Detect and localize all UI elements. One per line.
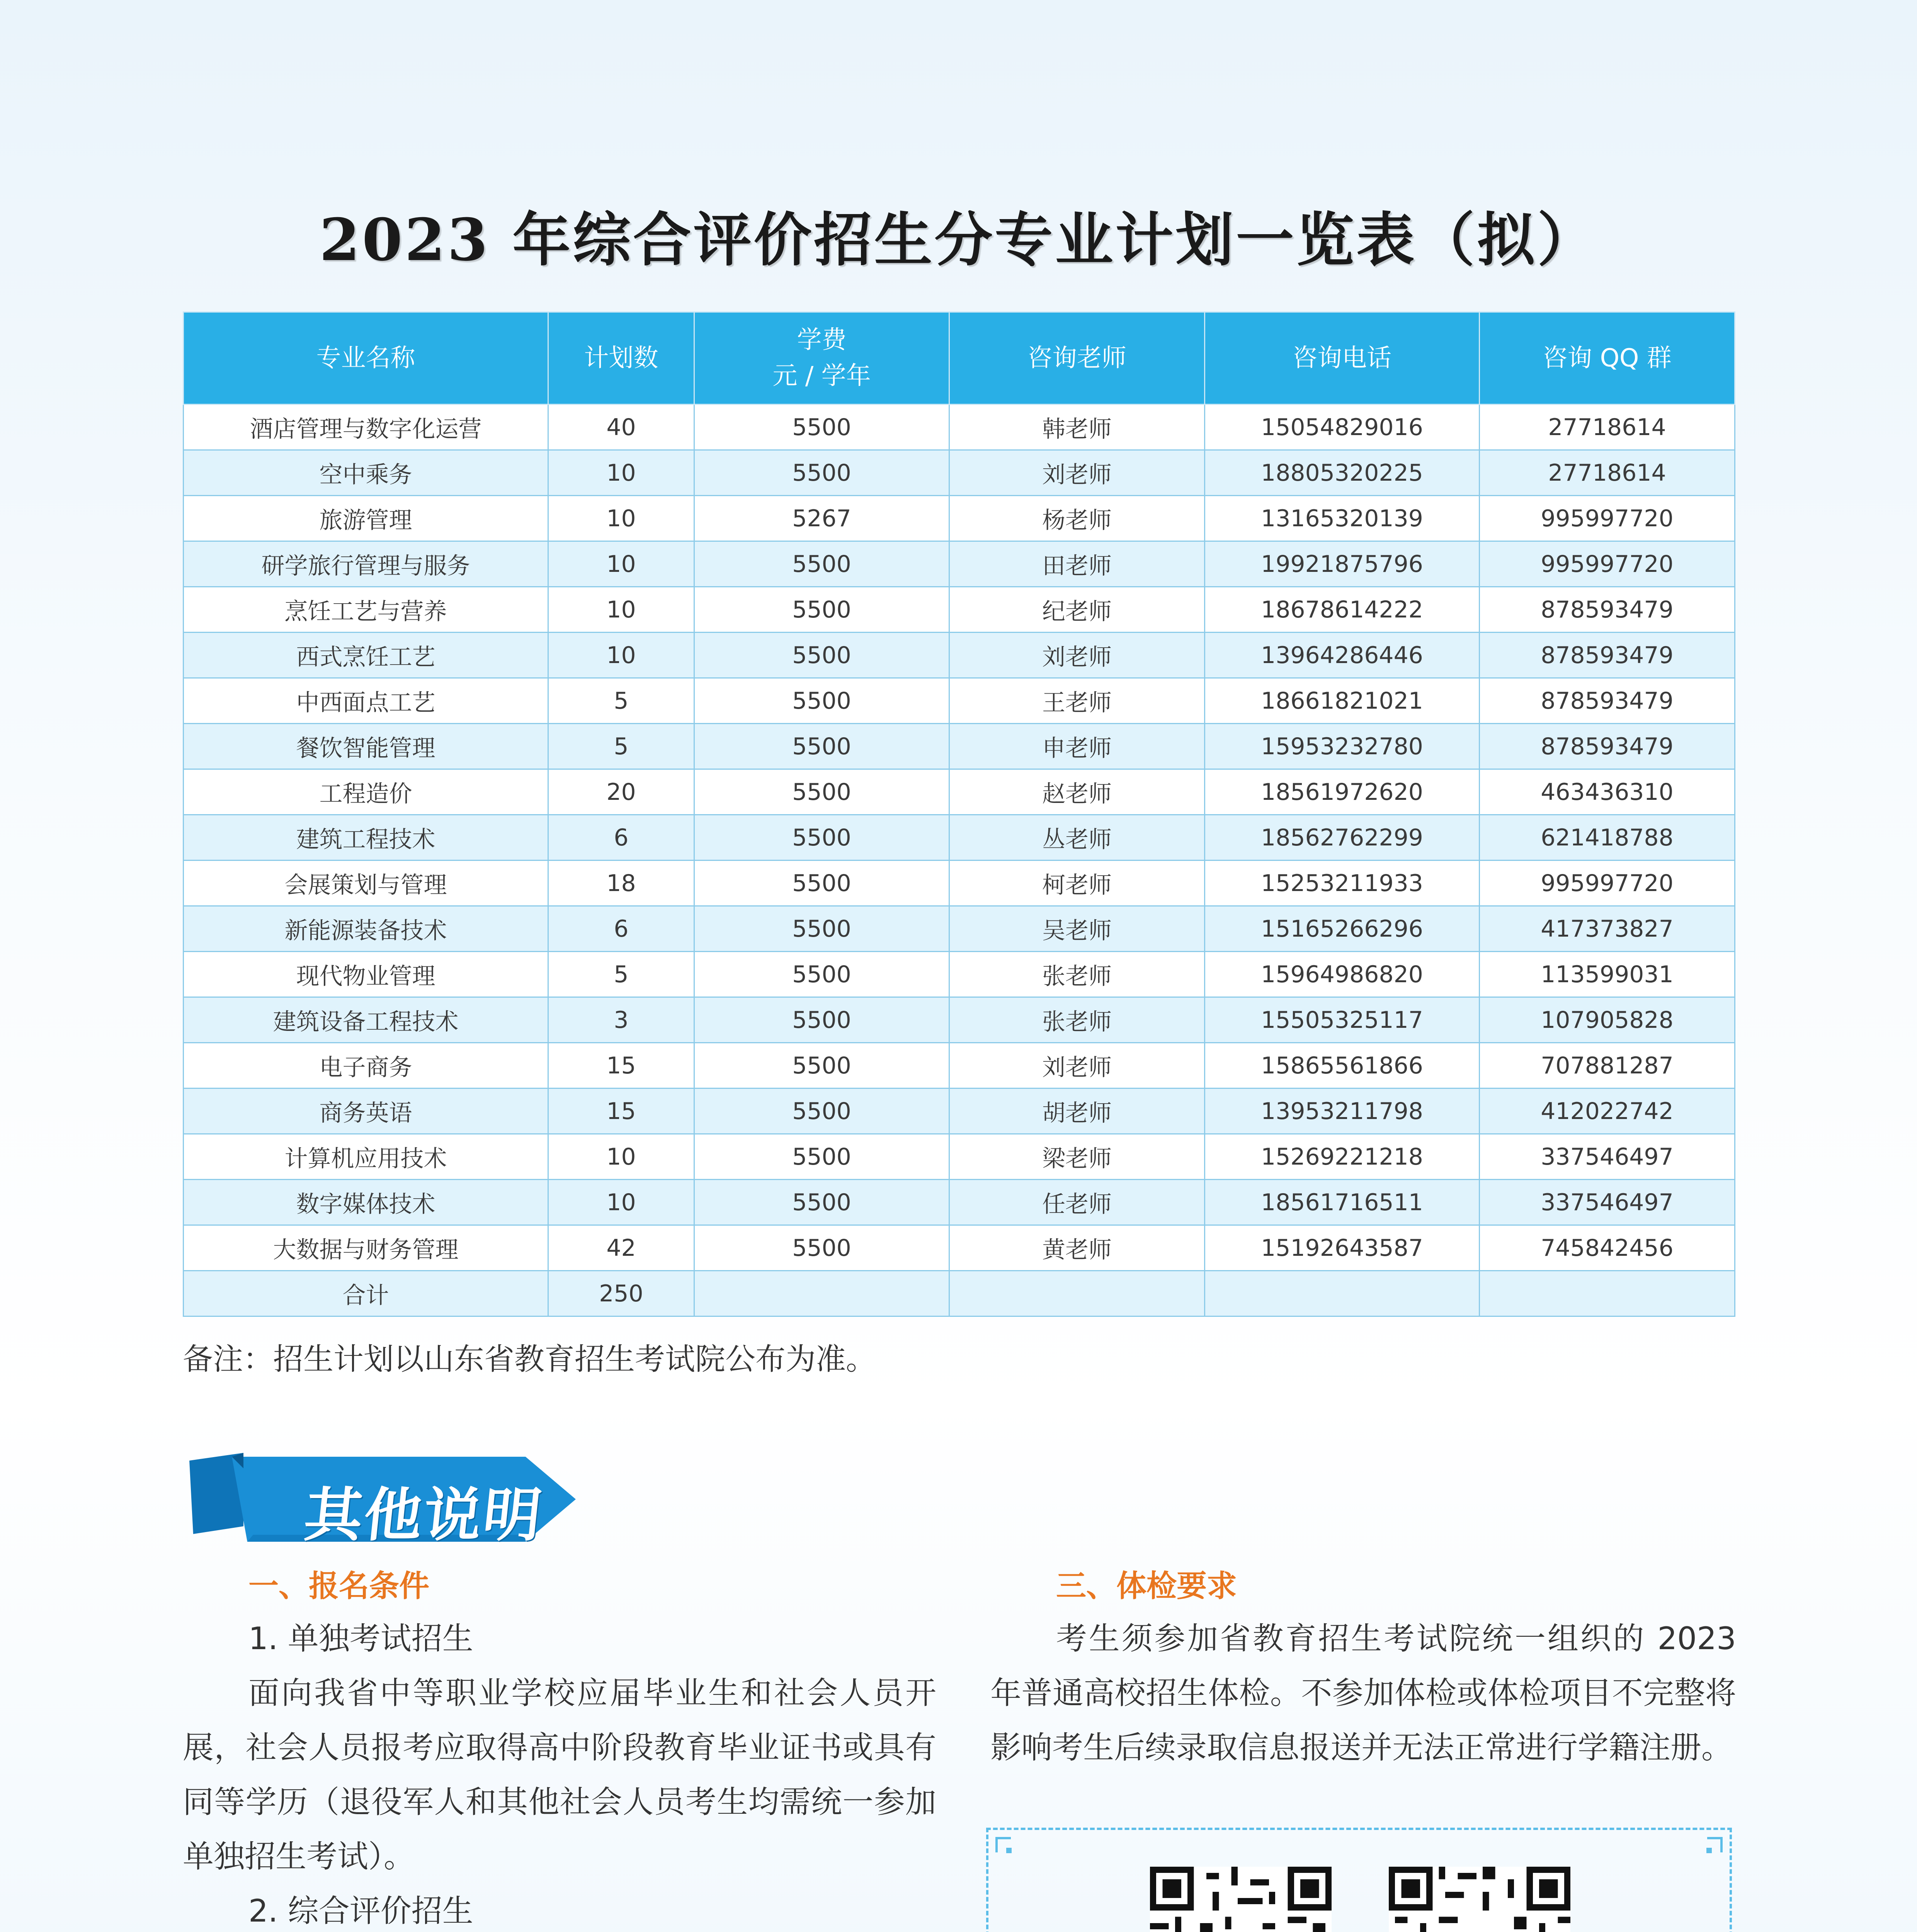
fee-cell: 5500 xyxy=(694,405,949,450)
major-cell: 工程造价 xyxy=(184,769,548,815)
header-tuition xyxy=(694,312,949,405)
fee-cell: 5500 xyxy=(694,952,949,997)
fee-cell: 5500 xyxy=(694,541,949,587)
table-row xyxy=(184,1088,1735,1134)
plan-cell: 10 xyxy=(548,496,694,541)
phone-cell: 15054829016 xyxy=(1205,405,1480,450)
fee-cell: 5500 xyxy=(694,678,949,724)
plan-cell: 18 xyxy=(548,861,694,906)
plan-cell: 5 xyxy=(548,724,694,769)
phone-cell: 15165266296 xyxy=(1205,906,1480,952)
qq-cell: 113599031 xyxy=(1480,952,1735,997)
major-cell: 数字媒体技术 xyxy=(184,1180,548,1225)
major-cell: 旅游管理 xyxy=(184,496,548,541)
phone-cell: 15865561866 xyxy=(1205,1043,1480,1088)
teacher-cell: 柯老师 xyxy=(949,861,1205,906)
major-cell: 餐饮智能管理 xyxy=(184,724,548,769)
total-plan: 250 xyxy=(548,1271,694,1316)
qq-cell: 707881287 xyxy=(1480,1043,1735,1088)
table-footnote: 备注：招生计划以山东省教育招生考试院公布为准。 xyxy=(183,1342,876,1377)
fee-cell: 5500 xyxy=(694,861,949,906)
teacher-cell: 任老师 xyxy=(949,1180,1205,1225)
qq-cell: 463436310 xyxy=(1480,769,1735,815)
fee-cell: 5500 xyxy=(694,906,949,952)
right-column xyxy=(990,1561,1736,1775)
corner-ornament xyxy=(1696,1837,1723,1864)
qr-code-wechat-icon[interactable] xyxy=(1150,1867,1332,1932)
contact-box xyxy=(986,1828,1732,1932)
enrollment-plan-table xyxy=(183,311,1735,1317)
qr-code-school-icon[interactable] xyxy=(1389,1867,1570,1932)
subsection-comprehensive: 2. 综合评价招生 xyxy=(248,1893,473,1929)
table-total-row xyxy=(184,1271,1735,1316)
major-cell: 电子商务 xyxy=(184,1043,548,1088)
section-title-registration: 一、报名条件 xyxy=(248,1569,430,1604)
qq-cell: 878593479 xyxy=(1480,587,1735,633)
table-row xyxy=(184,769,1735,815)
teacher-cell: 纪老师 xyxy=(949,587,1205,633)
total-empty xyxy=(949,1271,1205,1316)
teacher-cell: 张老师 xyxy=(949,997,1205,1043)
fee-cell: 5500 xyxy=(694,815,949,861)
major-cell: 会展策划与管理 xyxy=(184,861,548,906)
plan-cell: 10 xyxy=(548,633,694,678)
phone-cell: 13165320139 xyxy=(1205,496,1480,541)
qq-cell: 878593479 xyxy=(1480,724,1735,769)
teacher-cell: 张老师 xyxy=(949,952,1205,997)
phone-cell: 18561716511 xyxy=(1205,1180,1480,1225)
plan-cell: 3 xyxy=(548,997,694,1043)
total-empty xyxy=(1205,1271,1480,1316)
major-cell: 中西面点工艺 xyxy=(184,678,548,724)
plan-cell: 6 xyxy=(548,906,694,952)
table-row xyxy=(184,861,1735,906)
qq-cell: 337546497 xyxy=(1480,1134,1735,1180)
qq-cell: 995997720 xyxy=(1480,496,1735,541)
teacher-cell: 刘老师 xyxy=(949,1043,1205,1088)
fee-cell: 5267 xyxy=(694,496,949,541)
fee-cell: 5500 xyxy=(694,724,949,769)
major-cell: 研学旅行管理与服务 xyxy=(184,541,548,587)
phone-cell: 18678614222 xyxy=(1205,587,1480,633)
plan-cell: 15 xyxy=(548,1088,694,1134)
plan-cell: 5 xyxy=(548,678,694,724)
subsection-single-exam: 1. 单独考试招生 xyxy=(248,1621,473,1656)
qq-cell: 878593479 xyxy=(1480,678,1735,724)
table-row xyxy=(184,1180,1735,1225)
phone-cell: 18561972620 xyxy=(1205,769,1480,815)
table-row xyxy=(184,678,1735,724)
plan-cell: 10 xyxy=(548,450,694,496)
section-banner-text: 其他说明 xyxy=(301,1482,546,1549)
plan-cell: 40 xyxy=(548,405,694,450)
fee-cell: 5500 xyxy=(694,1134,949,1180)
table-row xyxy=(184,633,1735,678)
qq-cell: 878593479 xyxy=(1480,633,1735,678)
total-empty xyxy=(1480,1271,1735,1316)
table-row xyxy=(184,587,1735,633)
major-cell: 建筑设备工程技术 xyxy=(184,997,548,1043)
major-cell: 大数据与财务管理 xyxy=(184,1225,548,1271)
total-label: 合计 xyxy=(184,1271,548,1316)
phone-cell: 15953232780 xyxy=(1205,724,1480,769)
corner-ornament xyxy=(995,1837,1022,1864)
qq-cell: 27718614 xyxy=(1480,450,1735,496)
fee-cell: 5500 xyxy=(694,769,949,815)
phone-cell: 13953211798 xyxy=(1205,1088,1480,1134)
header-teacher: 咨询老师 xyxy=(949,312,1205,405)
header-qq-group: 咨询 QQ 群 xyxy=(1480,312,1735,405)
qq-cell: 337546497 xyxy=(1480,1180,1735,1225)
major-cell: 计算机应用技术 xyxy=(184,1134,548,1180)
phone-cell: 19921875796 xyxy=(1205,541,1480,587)
teacher-cell: 韩老师 xyxy=(949,405,1205,450)
fee-cell: 5500 xyxy=(694,1043,949,1088)
header-plan-count: 计划数 xyxy=(548,312,694,405)
fee-cell: 5500 xyxy=(694,997,949,1043)
phone-cell: 13964286446 xyxy=(1205,633,1480,678)
table-row xyxy=(184,450,1735,496)
major-cell: 现代物业管理 xyxy=(184,952,548,997)
teacher-cell: 田老师 xyxy=(949,541,1205,587)
plan-cell: 5 xyxy=(548,952,694,997)
fee-cell: 5500 xyxy=(694,633,949,678)
table-row xyxy=(184,906,1735,952)
phone-cell: 18805320225 xyxy=(1205,450,1480,496)
header-major: 专业名称 xyxy=(184,312,548,405)
phone-cell: 18562762299 xyxy=(1205,815,1480,861)
table-row xyxy=(184,724,1735,769)
major-cell: 建筑工程技术 xyxy=(184,815,548,861)
page-title: 2023 年综合评价招生分专业计划一览表（拟） xyxy=(319,206,1598,274)
major-cell: 西式烹饪工艺 xyxy=(184,633,548,678)
table-header-row xyxy=(184,312,1735,405)
qq-cell: 995997720 xyxy=(1480,861,1735,906)
table-row xyxy=(184,496,1735,541)
qq-cell: 107905828 xyxy=(1480,997,1735,1043)
major-cell: 新能源装备技术 xyxy=(184,906,548,952)
teacher-cell: 黄老师 xyxy=(949,1225,1205,1271)
qq-cell: 621418788 xyxy=(1480,815,1735,861)
paragraph-single-exam: 面向我省中等职业学校应届毕业生和社会人员开展，社会人员报考应取得高中阶段教育毕业证书或具有同等学历（退役军人和其他社会人员考生均需统一参加单独招生考试）。 xyxy=(183,1675,936,1874)
table-row xyxy=(184,405,1735,450)
phone-cell: 15505325117 xyxy=(1205,997,1480,1043)
qq-cell: 995997720 xyxy=(1480,541,1735,587)
teacher-cell: 王老师 xyxy=(949,678,1205,724)
phone-cell: 18661821021 xyxy=(1205,678,1480,724)
phone-cell: 15269221218 xyxy=(1205,1134,1480,1180)
teacher-cell: 丛老师 xyxy=(949,815,1205,861)
plan-cell: 10 xyxy=(548,1134,694,1180)
phone-cell: 15192643587 xyxy=(1205,1225,1480,1271)
major-cell: 商务英语 xyxy=(184,1088,548,1134)
fee-cell: 5500 xyxy=(694,587,949,633)
table-row xyxy=(184,541,1735,587)
major-cell: 烹饪工艺与营养 xyxy=(184,587,548,633)
left-column xyxy=(183,1561,936,1932)
major-cell: 酒店管理与数字化运营 xyxy=(184,405,548,450)
fee-cell: 5500 xyxy=(694,1180,949,1225)
teacher-cell: 申老师 xyxy=(949,724,1205,769)
teacher-cell: 吴老师 xyxy=(949,906,1205,952)
qq-cell: 745842456 xyxy=(1480,1225,1735,1271)
plan-cell: 6 xyxy=(548,815,694,861)
qq-cell: 27718614 xyxy=(1480,405,1735,450)
plan-cell: 10 xyxy=(548,1180,694,1225)
major-cell: 空中乘务 xyxy=(184,450,548,496)
paragraph-medical: 考生须参加省教育招生考试院统一组织的 2023 年普通高校招生体检。不参加体检或体检项目不完整将影响考生后续录取信息报送并无法正常进行学籍注册。 xyxy=(990,1621,1736,1765)
plan-cell: 10 xyxy=(548,541,694,587)
table-row xyxy=(184,997,1735,1043)
plan-cell: 42 xyxy=(548,1225,694,1271)
table-row xyxy=(184,815,1735,861)
teacher-cell: 赵老师 xyxy=(949,769,1205,815)
teacher-cell: 胡老师 xyxy=(949,1088,1205,1134)
qq-cell: 412022742 xyxy=(1480,1088,1735,1134)
phone-cell: 15253211933 xyxy=(1205,861,1480,906)
fee-cell: 5500 xyxy=(694,450,949,496)
table-row xyxy=(184,952,1735,997)
teacher-cell: 刘老师 xyxy=(949,633,1205,678)
table-row xyxy=(184,1134,1735,1180)
table-row xyxy=(184,1043,1735,1088)
teacher-cell: 梁老师 xyxy=(949,1134,1205,1180)
header-tuition-label: 学费 xyxy=(797,326,847,355)
plan-cell: 20 xyxy=(548,769,694,815)
section-title-medical: 三、体检要求 xyxy=(1056,1569,1237,1604)
header-phone: 咨询电话 xyxy=(1205,312,1480,405)
plan-cell: 15 xyxy=(548,1043,694,1088)
fee-cell: 5500 xyxy=(694,1225,949,1271)
fee-cell: 5500 xyxy=(694,1088,949,1134)
teacher-cell: 刘老师 xyxy=(949,450,1205,496)
plan-cell: 10 xyxy=(548,587,694,633)
header-tuition-unit: 元 / 学年 xyxy=(772,362,871,390)
table-row xyxy=(184,1225,1735,1271)
total-empty xyxy=(694,1271,949,1316)
qq-cell: 417373827 xyxy=(1480,906,1735,952)
phone-cell: 15964986820 xyxy=(1205,952,1480,997)
teacher-cell: 杨老师 xyxy=(949,496,1205,541)
